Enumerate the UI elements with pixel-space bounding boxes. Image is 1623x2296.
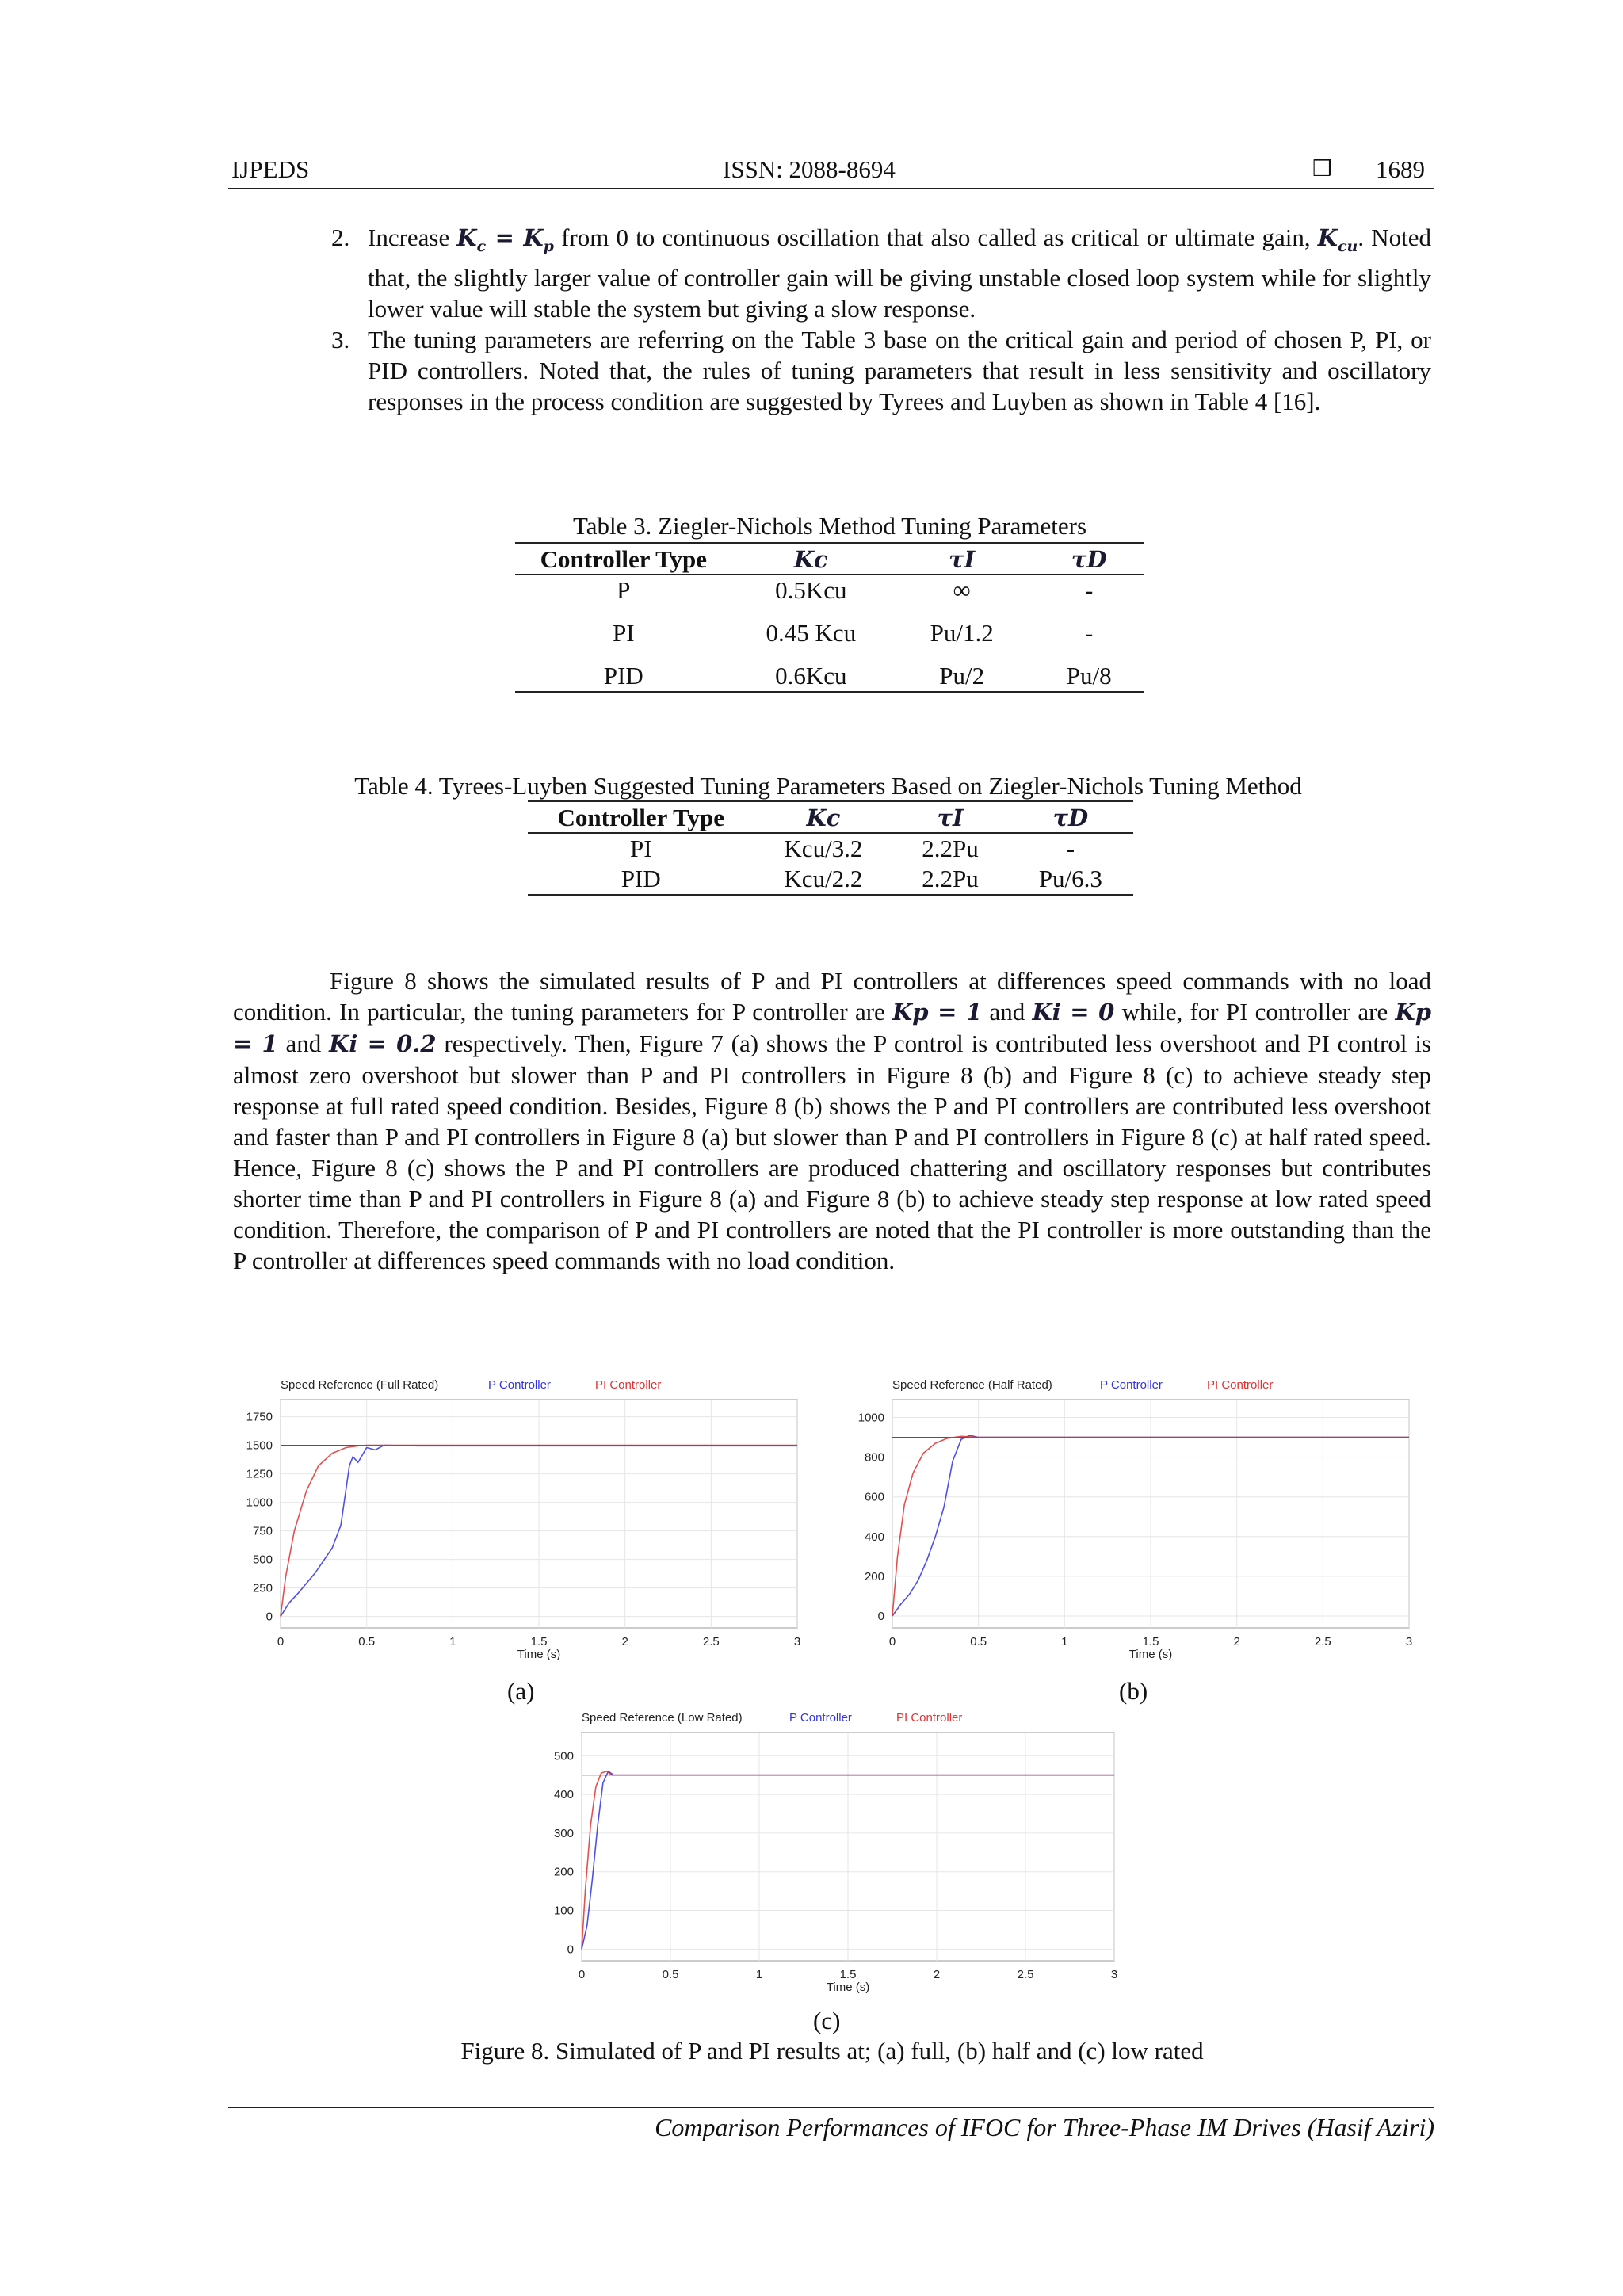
table-row: PI Kcu/3.2 2.2Pu - (629, 835, 1075, 862)
x-tick-label: 1.5 (839, 1968, 857, 1981)
list-item: 3. The tuning parameters are referring on the Table 3 base on the critical gain and period of chosen P, PI, or PID controllers. Noted that, the rules of tuning parameters that result in less sensitivity and oscillatory responses in the process condition are suggested by Tyrees and Luyben as shown in Table 4 [16]. (331, 325, 1431, 415)
x-tick-label: 3 (1110, 1968, 1118, 1981)
chart-b (834, 1370, 1420, 1671)
legend-entry: PI Controller (595, 1378, 662, 1392)
x-tick-label: 0.5 (662, 1968, 679, 1981)
legend-entry: P Controller (488, 1378, 551, 1392)
chart-title: Speed Reference (Half Rated) (892, 1378, 1052, 1392)
math-kc: $K_c = K_p$ (456, 224, 554, 255)
table-row: PID 0.6Kcu Pu/2 Pu/8 (515, 661, 1144, 692)
figure-caption: Figure 8. Simulated of P and PI results at; (a) full, (b) half and (c) low rated (460, 2037, 1204, 2065)
table4: Controller Type Kc τI τD PI Kcu/3.2 2.2Pu - PID Kcu/2.2 2.2Pu Pu/6.3 (528, 800, 1133, 896)
table4-caption: Table 4. Tyrees-Luyben Suggested Tuning Parameters Based on Ziegler-Nichols Tuning Method (354, 772, 1302, 800)
y-tick-label: 800 (864, 1450, 884, 1465)
y-tick-label: 300 (553, 1826, 574, 1840)
chart-a (222, 1370, 808, 1671)
x-tick-label: 2 (1233, 1635, 1240, 1648)
chart-c (523, 1702, 1125, 2004)
legend-entry: PI Controller (896, 1711, 963, 1725)
math-eq: Kp = 1 (233, 999, 1431, 1057)
x-tick-label: 1 (755, 1968, 763, 1981)
y-tick-label: 1750 (246, 1410, 273, 1424)
x-tick-label: 1 (449, 1635, 456, 1648)
x-tick-label: 2 (933, 1968, 941, 1981)
x-axis-label: Time (s) (826, 1981, 870, 1994)
page-number: 1689 (1376, 155, 1425, 183)
y-tick-label: 400 (864, 1530, 884, 1544)
panel-label-b: (b) (1119, 1677, 1148, 1705)
y-tick-label: 1000 (246, 1496, 273, 1510)
y-tick-label: 750 (252, 1524, 273, 1538)
x-tick-label: 0 (277, 1635, 285, 1648)
x-tick-label: 2.5 (702, 1635, 720, 1648)
y-tick-label: 500 (252, 1553, 273, 1567)
chart-title: Speed Reference (Full Rated) (281, 1378, 439, 1392)
y-tick-label: 600 (864, 1490, 884, 1504)
x-tick-label: 0.5 (970, 1635, 987, 1648)
header-rule (228, 188, 1434, 189)
legend-entry: PI Controller (1207, 1378, 1274, 1392)
y-tick-label: 200 (864, 1569, 884, 1584)
table-row: PI 0.45 Kcu Pu/1.2 - (612, 619, 1094, 647)
x-tick-label: 3 (793, 1635, 801, 1648)
y-tick-label: 1250 (246, 1467, 273, 1481)
list-item: 2. Increase $K_c = K_p$ from 0 to continuous oscillation that also called as critical or ultimate gain, $K_{cu}$. Noted that, the slightly larger value of controller gain will be giving unstable closed loop system while for slightly lower value will stable the system but giving a slow response. (331, 223, 1432, 323)
box-icon: ❒ (1312, 155, 1333, 181)
x-tick-label: 0 (888, 1635, 896, 1648)
math-eq: Kp = 1 (892, 999, 983, 1026)
table3-caption: Table 3. Ziegler-Nichols Method Tuning Parameters (572, 512, 1087, 540)
chart-title: Speed Reference (Low Rated) (582, 1711, 743, 1725)
steps-list (331, 222, 1431, 417)
y-tick-label: 0 (265, 1610, 273, 1624)
y-tick-label: 500 (553, 1749, 574, 1763)
table-row: P 0.5Kcu ∞ - (617, 576, 1094, 604)
x-tick-label: 1.5 (530, 1635, 548, 1648)
y-tick-label: 250 (252, 1581, 273, 1595)
x-tick-label: 3 (1405, 1635, 1413, 1648)
legend-entry: P Controller (1100, 1378, 1163, 1392)
body-paragraph: Figure 8 shows the simulated results of P and PI controllers at differences speed commands with no load condition. In particular, the tuning parameters for P controller are Kp = 1 and Ki = 0 while, for PI controller are Kp = 1 and Ki = 0.2 respectively. Then, Figure 7 (a) shows the P control is contributed less overshoot and PI control is almost zero overshoot but slower than P and PI controllers in Figure 8 (b) and Figure 8 (c) to achieve steady step response at full rated speed condition. Besides, Figure 8 (b) shows the P and PI controllers are contributed less overshoot and faster than P and PI controllers in Figure 8 (a) but slower than P and PI controllers in Figure 8 (c) at half rated speed. Hence, Figure 8 (c) shows the P and PI controllers are produced chattering and oscillatory responses but contributes shorter time than P and PI controllers in Figure 8 (a) and Figure 8 (b) to achieve steady step response at low rated speed condition. Therefore, the comparison of P and PI controllers are noted that the PI controller is more outstanding than the P controller at differences speed commands with no load condition. (233, 967, 1431, 1274)
footer-text: Comparison Performances of IFOC for Three-Phase IM Drives (Hasif Aziri) (655, 2113, 1434, 2141)
x-tick-label: 2.5 (1314, 1635, 1331, 1648)
y-tick-label: 100 (553, 1904, 574, 1918)
panel-label-a: (a) (507, 1677, 535, 1705)
math-eq: Ki = 0 (1032, 999, 1115, 1026)
y-tick-label: 200 (553, 1865, 574, 1879)
x-axis-label: Time (s) (517, 1648, 561, 1661)
math-eq: Ki = 0.2 (329, 1030, 437, 1057)
x-tick-label: 2.5 (1017, 1968, 1034, 1981)
chart-a-svg (222, 1370, 808, 1671)
x-tick-label: 1 (1061, 1635, 1068, 1648)
math-kcu: $K_{cu}$ (1317, 224, 1358, 255)
x-tick-label: 2 (621, 1635, 628, 1648)
chart-c-svg (523, 1702, 1125, 2004)
y-tick-label: 400 (553, 1788, 574, 1802)
x-tick-label: 1.5 (1142, 1635, 1159, 1648)
x-axis-label: Time (s) (1128, 1648, 1173, 1661)
journal-name: IJPEDS (231, 155, 310, 183)
legend-entry: P Controller (789, 1711, 852, 1725)
chart-b-svg (834, 1370, 1420, 1671)
y-tick-label: 0 (567, 1943, 574, 1957)
y-tick-label: 1000 (857, 1411, 884, 1425)
table-row: PID Kcu/2.2 2.2Pu Pu/6.3 (528, 864, 1133, 895)
footer-rule (228, 2107, 1434, 2108)
y-tick-label: 0 (877, 1609, 884, 1623)
issn: ISSN: 2088-8694 (723, 155, 896, 183)
x-tick-label: 0 (578, 1968, 586, 1981)
table3: Controller Type Kc τI τD P 0.5Kcu ∞ - PI 0.45 Kcu Pu/1.2 - PID 0.6Kcu Pu/2 Pu/8 (515, 542, 1144, 693)
y-tick-label: 1500 (246, 1438, 273, 1453)
x-tick-label: 0.5 (358, 1635, 376, 1648)
panel-label-c: (c) (813, 2007, 841, 2034)
